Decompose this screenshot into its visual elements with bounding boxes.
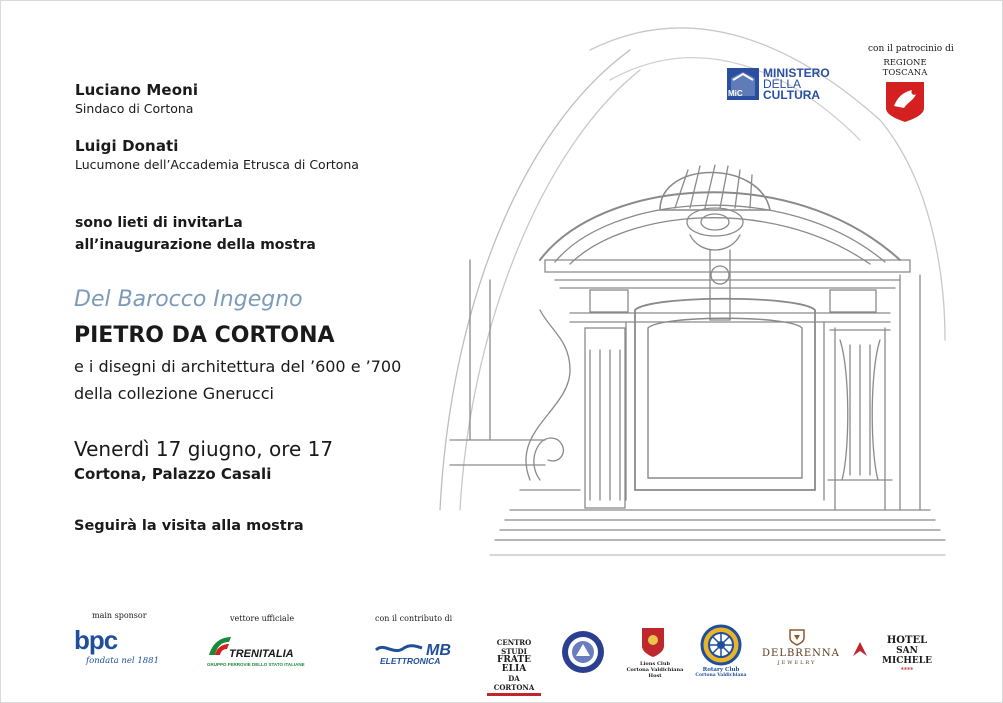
exhibition-subtitle: Del Barocco Ingegno [74, 287, 303, 312]
bpc-name: bpc [74, 625, 118, 655]
svg-text:MB: MB [426, 642, 451, 658]
hotel-san-michele-logo [851, 635, 943, 674]
ministry-name [763, 68, 830, 101]
hotel-angel-icon [851, 640, 869, 658]
exhibition-line-2: della collezione Gnerucci [74, 384, 274, 403]
rotary-club-logo [695, 624, 747, 680]
region-line-1: REGIONE [883, 58, 927, 68]
event-date: Venerdì 17 giugno, ore 17 [74, 437, 334, 461]
architecture-drawing [430, 10, 950, 590]
ministry-line-1: MINISTERO [763, 66, 830, 80]
lions-text [626, 661, 684, 679]
rotary-wheel-icon [700, 624, 742, 666]
host-role-1: Sindaco di Cortona [75, 101, 194, 116]
ministry-logo [727, 68, 837, 104]
region-line-2: TOSCANA [882, 68, 928, 78]
centro-line-1: CENTRO STUDI [496, 638, 532, 656]
hotel-stars: **** [900, 667, 914, 674]
main-sponsor-label: main sponsor [92, 611, 147, 620]
exhibition-description [74, 353, 401, 407]
delbrenna-tagline: JEWELRY [777, 660, 817, 666]
lions-line-1: Lions Club [640, 661, 670, 667]
ministry-line-3: CULTURA [763, 88, 821, 102]
mb-logo [374, 640, 466, 670]
patronage-label: con il patrocinio di [868, 44, 954, 54]
hotel-name [871, 636, 943, 676]
lions-club-logo [626, 626, 684, 679]
hotel-line-1: HOTEL [886, 635, 928, 646]
event-place: Cortona, Palazzo Casali [74, 465, 272, 483]
hotel-line-2: SAN MICHELE [882, 646, 932, 666]
bpc-logo [74, 625, 164, 667]
exhibition-line-1: e i disegni di architettura del ’600 e ’700 [74, 357, 402, 376]
cortona-circle-badge-icon [561, 630, 605, 674]
centro-line-3: DA CORTONA [493, 674, 535, 692]
invitation-line-1: sono lieti di invitarLa [75, 215, 243, 231]
centro-red-bar [487, 693, 541, 696]
lions-line-2: Cortona Valdichiana Host [626, 667, 684, 679]
trenitalia-name: TRENITALIA [229, 648, 294, 660]
mb-name: ELETTRONICA [380, 656, 441, 666]
rotary-line-1: Rotary Club [702, 667, 740, 673]
contributors-label: con il contributo di [375, 614, 453, 623]
lions-shield-icon [640, 626, 666, 658]
invitation-line-2: all’inaugurazione della mostra [75, 237, 316, 253]
bpc-tagline: fondata nel 1881 [86, 656, 159, 666]
event-note: Seguirà la visita alla mostra [74, 518, 304, 534]
region-shield-icon [880, 78, 930, 124]
centro-line-2: FRATE ELIA [497, 655, 531, 674]
delbrenna-crest-icon [787, 628, 807, 646]
region-name [880, 58, 930, 78]
ministry-mic-label: MiC [728, 89, 743, 98]
rotary-text [694, 667, 748, 679]
invitation-text [75, 212, 316, 256]
host-role-2: Lucumone dell’Accademia Etrusca di Cortona [75, 157, 359, 172]
delbrenna-logo [762, 628, 840, 680]
region-logo [880, 58, 930, 128]
trenitalia-logo [207, 635, 317, 669]
exhibition-title: PIETRO DA CORTONA [74, 323, 335, 348]
carrier-label: vettore ufficiale [230, 614, 295, 623]
rotary-line-2: Cortona Valdichiana [695, 673, 747, 678]
trenitalia-tagline: GRUPPO FERROVIE DELLO STATO ITALIANE [207, 662, 305, 667]
host-name-2: Luigi Donati [75, 137, 179, 155]
host-name-1: Luciano Meoni [75, 81, 199, 99]
ministry-line-2: DELLA [763, 77, 802, 91]
centro-studi-logo [487, 638, 541, 696]
delbrenna-name: DELBRENNA [762, 648, 840, 659]
ministry-mark-icon [727, 68, 759, 100]
